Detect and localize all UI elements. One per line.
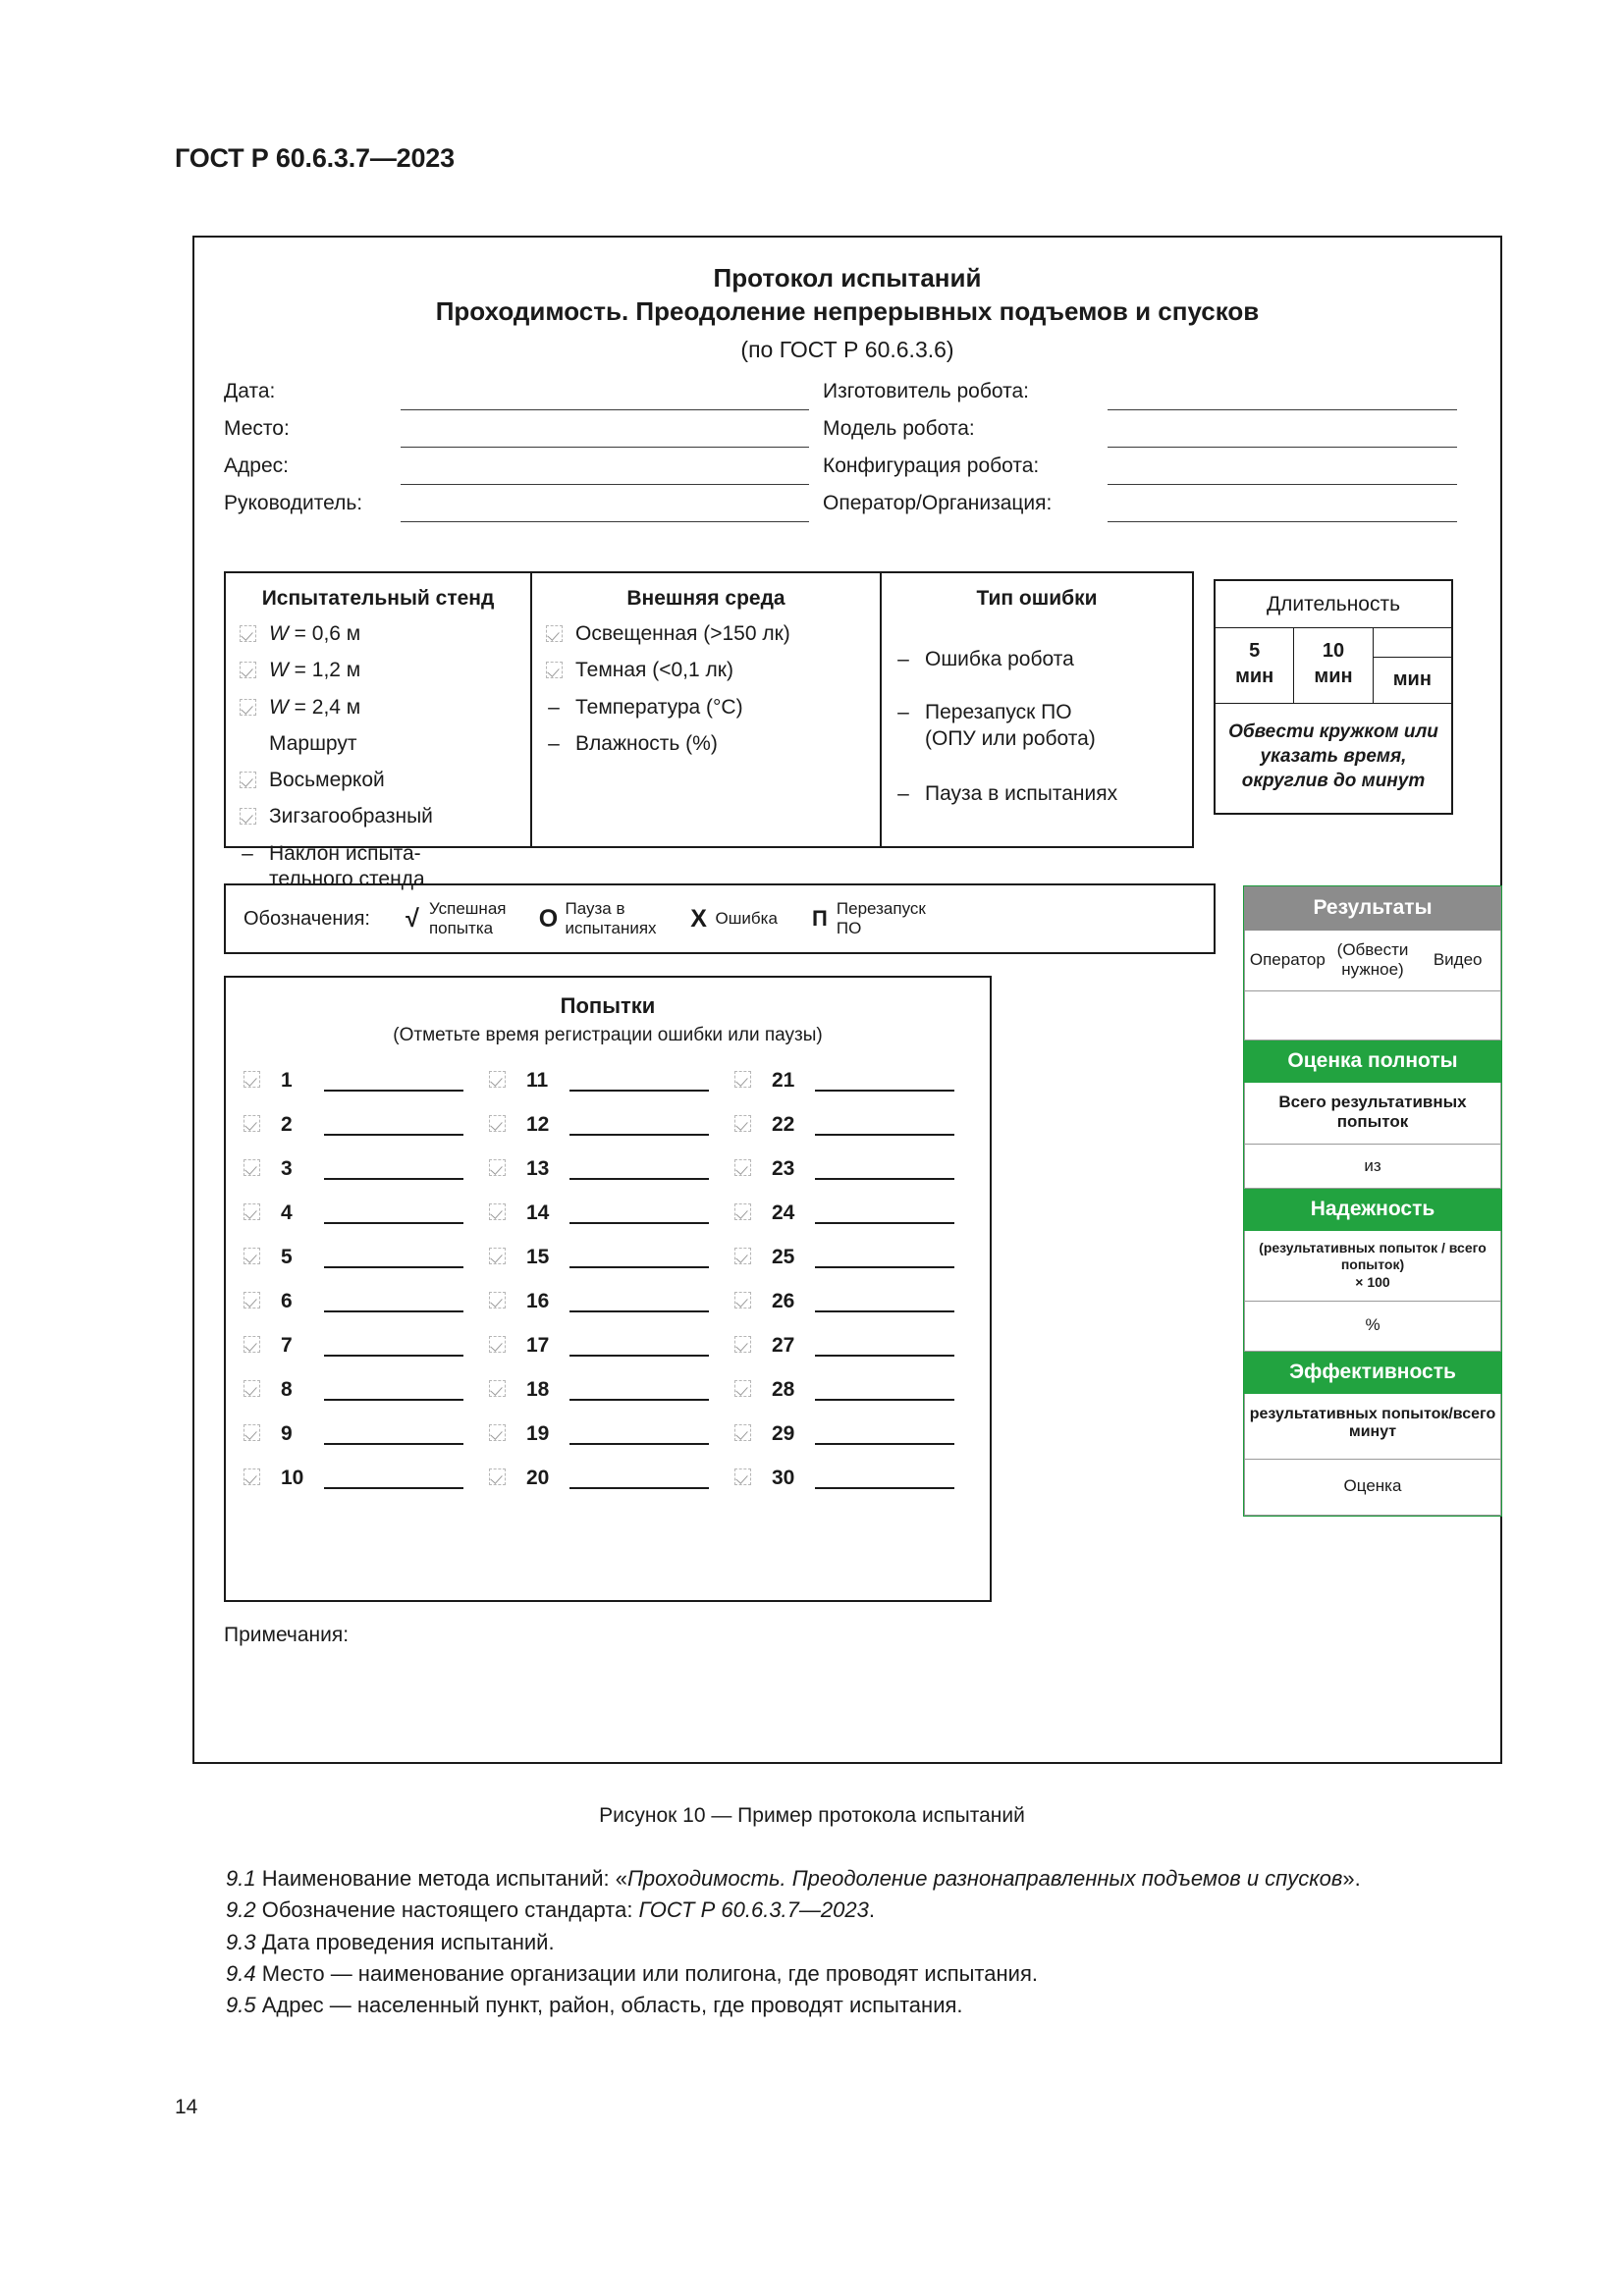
attempt-time-input[interactable] (324, 1334, 463, 1357)
results-column-operator: Оператор (1249, 950, 1326, 970)
attempts-subtitle: (Отметьте время регистрации ошибки или паузы) (393, 1025, 823, 1045)
checkbox-icon[interactable] (226, 768, 269, 792)
checkbox-icon[interactable] (485, 1424, 526, 1444)
duration-note: Обвести кружком или указать время, округлив до минут (1228, 721, 1438, 792)
attempt-number: 19 (526, 1421, 550, 1445)
paragraph-number: 9.5 (226, 1993, 262, 2018)
option-env-lit[interactable] (532, 621, 880, 647)
attempt-number: 5 (281, 1245, 293, 1268)
results-panel (1243, 885, 1502, 1517)
attempt-time-input[interactable] (569, 1378, 709, 1401)
attempt-row (731, 1191, 976, 1235)
checkbox-icon[interactable] (731, 1248, 772, 1267)
attempt-row (731, 1147, 976, 1191)
legend-item-pause (531, 899, 656, 938)
dash-icon: – (897, 648, 909, 670)
attempt-time-input[interactable] (324, 1467, 463, 1489)
dash-icon: – (548, 695, 560, 719)
checkbox-icon[interactable] (532, 621, 575, 646)
duration-options-row (1216, 628, 1451, 704)
checkbox-icon[interactable] (485, 1248, 526, 1267)
attempt-row (240, 1367, 485, 1412)
letter-x-icon: X (690, 904, 707, 933)
option-error-pause[interactable] (882, 781, 1192, 807)
reliability-formula: (результативных попыток / всего попыток) × 100 (1244, 1231, 1501, 1303)
attempt-time-input[interactable] (569, 1422, 709, 1445)
attempt-time-input[interactable] (569, 1113, 709, 1136)
paragraph-number: 9.4 (226, 1960, 262, 1986)
attempt-row (485, 1058, 731, 1102)
option-label: Влажность (%) (575, 731, 718, 755)
attempt-time-input[interactable] (569, 1157, 709, 1180)
attempt-number: 1 (281, 1068, 293, 1092)
attempt-number: 22 (772, 1112, 795, 1136)
duration-option-5min[interactable]: 5 мин (1216, 628, 1294, 703)
attempt-time-input[interactable] (815, 1113, 954, 1136)
option-label: Наклон испыта- тельного стенда (269, 841, 425, 890)
attempt-number: 3 (281, 1156, 293, 1180)
attempt-number: 15 (526, 1245, 550, 1268)
attempt-row (731, 1412, 976, 1456)
meta-label-manufacturer: Изготовитель робота: (823, 380, 1029, 402)
attempt-number: 14 (526, 1201, 550, 1224)
attempt-time-input[interactable] (324, 1113, 463, 1136)
checkbox-icon[interactable] (240, 1424, 281, 1444)
efficiency-formula: результативных попыток/всего минут (1244, 1394, 1501, 1460)
attempt-number: 4 (281, 1201, 293, 1224)
attempt-number: 23 (772, 1156, 795, 1180)
legend-item-success (396, 899, 507, 938)
option-label: Освещенная (>150 лк) (575, 622, 790, 645)
results-columns-row (1244, 931, 1501, 991)
attempt-time-input[interactable] (569, 1467, 709, 1489)
option-label: Ошибка робота (925, 648, 1074, 670)
attempt-number: 6 (281, 1289, 293, 1312)
attempt-time-input[interactable] (815, 1467, 954, 1489)
option-label: Пауза в испытаниях (925, 781, 1118, 805)
attempt-time-input[interactable] (569, 1246, 709, 1268)
option-stand-route-heading (226, 731, 530, 757)
attempt-number: 16 (526, 1289, 550, 1312)
body-text (175, 1863, 1471, 2022)
checkbox-icon[interactable] (240, 1336, 281, 1356)
attempt-number: 7 (281, 1333, 293, 1357)
option-stand-w12[interactable] (226, 658, 530, 683)
legend-label: Ошибка (715, 908, 778, 928)
attempts-box (224, 976, 992, 1602)
attempt-number: 10 (281, 1466, 304, 1489)
attempt-time-input[interactable] (815, 1246, 954, 1268)
legend-label: Успешная попытка (428, 898, 507, 937)
attempt-row (731, 1456, 976, 1500)
option-label: W = 2,4 м (269, 695, 361, 719)
checkbox-icon[interactable] (226, 658, 269, 682)
checkbox-icon[interactable] (240, 1159, 281, 1179)
meta-label-date: Дата: (224, 380, 276, 402)
panel-test-stand-title: Испытательный стенд (261, 587, 495, 610)
checkbox-icon[interactable] (226, 621, 269, 646)
attempt-row (240, 1102, 485, 1147)
meta-input-model[interactable] (1108, 413, 1457, 448)
legend-lead-label: Обозначения: (244, 907, 370, 930)
attempt-time-input[interactable] (324, 1201, 463, 1224)
page-number: 14 (175, 2096, 198, 2118)
attempt-number: 29 (772, 1421, 795, 1445)
duration-title: Длительность (1216, 581, 1451, 628)
checkbox-icon[interactable] (485, 1115, 526, 1135)
figure-caption: Рисунок 10 — Пример протокола испытаний (599, 1804, 1025, 1827)
attempt-time-input[interactable] (815, 1422, 954, 1445)
meta-input-configuration[interactable] (1108, 451, 1457, 485)
legend-label: Пауза в испытаниях (565, 898, 657, 937)
attempt-number: 18 (526, 1377, 550, 1401)
attempt-time-input[interactable] (815, 1201, 954, 1224)
attempt-number: 21 (772, 1068, 795, 1092)
checkbox-icon[interactable] (731, 1071, 772, 1091)
letter-o-icon: O (538, 904, 559, 933)
meta-input-place[interactable] (401, 413, 809, 448)
attempt-row (485, 1191, 731, 1235)
attempt-time-input[interactable] (324, 1157, 463, 1180)
option-label: Маршрут (269, 731, 357, 755)
paragraph-number: 9.3 (226, 1929, 262, 1954)
checkbox-icon[interactable] (485, 1292, 526, 1311)
protocol-title-line-1: Протокол испытаний (713, 263, 982, 293)
attempt-number: 26 (772, 1289, 795, 1312)
attempt-number: 8 (281, 1377, 293, 1401)
attempt-row (485, 1102, 731, 1147)
attempt-row (240, 1279, 485, 1323)
attempts-grid (226, 1058, 990, 1500)
attempt-time-input[interactable] (324, 1069, 463, 1092)
duration-option-custom[interactable]: мин (1374, 628, 1451, 703)
meta-label-supervisor: Руководитель: (224, 492, 363, 514)
attempt-row (240, 1412, 485, 1456)
checkbox-icon[interactable] (731, 1292, 772, 1311)
attempt-number: 2 (281, 1112, 293, 1136)
legend-item-restart (803, 899, 926, 938)
results-column-video: Видео (1433, 950, 1483, 970)
protocol-form (192, 236, 1502, 1764)
option-label: Зигзагообразный (269, 805, 433, 828)
attempt-time-input[interactable] (815, 1290, 954, 1312)
attempt-time-input[interactable] (324, 1290, 463, 1312)
notes-label: Примечания: (224, 1624, 350, 1646)
meta-input-date[interactable] (401, 376, 809, 410)
attempt-number: 9 (281, 1421, 293, 1445)
option-label: Перезапуск ПО (ОПУ или робота) (925, 701, 1096, 750)
body-paragraph: 9.1 Наименование метода испытаний: «Проходимость. Преодоление разнонаправленных подъемов и спусков». (226, 1866, 1361, 1891)
checkbox-icon[interactable] (485, 1468, 526, 1488)
meta-fields (224, 373, 1473, 522)
attempt-time-input[interactable] (324, 1246, 463, 1268)
attempt-time-input[interactable] (815, 1157, 954, 1180)
body-paragraph: 9.5 Адрес — населенный пункт, район, область, где проводят испытания. (226, 1993, 963, 2018)
attempt-time-input[interactable] (569, 1069, 709, 1092)
checkbox-icon[interactable] (240, 1115, 281, 1135)
option-env-dark[interactable] (532, 658, 880, 683)
efficiency-score-label: Оценка (1244, 1460, 1501, 1516)
attempt-row (485, 1367, 731, 1412)
attempt-row (485, 1235, 731, 1279)
checkbox-icon[interactable] (240, 1071, 281, 1091)
legend-label: Перезапуск ПО (836, 898, 926, 937)
checkbox-icon[interactable] (240, 1468, 281, 1488)
panel-error-type (880, 571, 1194, 848)
meta-label-address: Адрес: (224, 454, 289, 477)
attempt-number: 24 (772, 1201, 795, 1224)
attempt-row (240, 1147, 485, 1191)
attempt-number: 20 (526, 1466, 550, 1489)
option-label: W = 1,2 м (269, 659, 361, 682)
meta-input-operator-org[interactable] (1108, 488, 1457, 522)
checkbox-icon[interactable] (485, 1203, 526, 1223)
paragraph-emphasis: ГОСТ Р 60.6.3.7—2023 (638, 1897, 869, 1923)
attempt-time-input[interactable] (324, 1422, 463, 1445)
option-stand-zigzag[interactable] (226, 804, 530, 829)
attempts-title: Попытки (560, 993, 656, 1018)
results-header: Результаты (1244, 886, 1501, 931)
attempt-number: 17 (526, 1333, 550, 1357)
paragraph-number: 9.2 (226, 1897, 262, 1923)
checkbox-icon[interactable] (485, 1380, 526, 1400)
option-stand-w06[interactable] (226, 621, 530, 647)
option-env-humidity[interactable] (532, 731, 880, 757)
option-error-software-restart[interactable] (882, 700, 1192, 752)
attempt-time-input[interactable] (569, 1334, 709, 1357)
results-entry-row[interactable] (1244, 991, 1501, 1041)
panel-environment-title: Внешняя среда (626, 587, 785, 610)
attempt-row (731, 1367, 976, 1412)
checkbox-icon[interactable] (731, 1115, 772, 1135)
option-label: Температура (°C) (575, 695, 743, 719)
attempt-row (731, 1235, 976, 1279)
option-stand-figure-eight[interactable] (226, 768, 530, 793)
check-icon: √ (406, 904, 419, 933)
attempt-number: 13 (526, 1156, 550, 1180)
completeness-label-of: из (1244, 1145, 1501, 1189)
attempt-row (240, 1323, 485, 1367)
paragraph-number: 9.1 (226, 1866, 262, 1891)
option-stand-w24[interactable] (226, 695, 530, 721)
section-header-completeness: Оценка полноты (1244, 1041, 1501, 1083)
attempt-row (485, 1456, 731, 1500)
option-env-temperature[interactable] (532, 695, 880, 721)
checkbox-icon[interactable] (240, 1203, 281, 1223)
meta-label-operator-org: Оператор/Организация: (823, 492, 1053, 514)
checkbox-icon[interactable] (731, 1468, 772, 1488)
checkbox-icon[interactable] (731, 1336, 772, 1356)
dash-icon: – (548, 731, 560, 755)
checkbox-icon[interactable] (240, 1248, 281, 1267)
meta-label-place: Место: (224, 417, 290, 440)
completeness-label-total: Всего результативных попыток (1244, 1083, 1501, 1145)
legend-bar (224, 883, 1216, 954)
dash-icon: – (897, 701, 909, 724)
panel-error-type-title: Тип ошибки (976, 587, 1098, 610)
reliability-percent-label: % (1244, 1302, 1501, 1352)
attempt-row (240, 1058, 485, 1102)
attempt-number: 12 (526, 1112, 550, 1136)
attempt-time-input[interactable] (569, 1201, 709, 1224)
checkbox-icon[interactable] (731, 1203, 772, 1223)
protocol-title-reference: (по ГОСТ Р 60.6.3.6) (740, 336, 954, 362)
meta-input-address[interactable] (401, 451, 809, 485)
section-header-reliability: Надежность (1244, 1189, 1501, 1231)
meta-label-configuration: Конфигурация робота: (823, 454, 1040, 477)
panel-duration-wrapper (1192, 571, 1469, 848)
attempt-row (240, 1456, 485, 1500)
checkbox-icon[interactable] (532, 658, 575, 682)
checkbox-icon[interactable] (240, 1380, 281, 1400)
body-paragraph: 9.4 Место — наименование организации или полигона, где проводят испытания. (226, 1960, 1038, 1986)
checkbox-icon[interactable] (226, 695, 269, 720)
attempt-number: 11 (526, 1068, 549, 1092)
attempt-time-input[interactable] (815, 1334, 954, 1357)
paragraph-emphasis: Проходимость. Преодоление разнонаправленных подъемов и спусков (626, 1866, 1343, 1891)
panel-test-stand (224, 571, 532, 890)
checkbox-icon[interactable] (731, 1380, 772, 1400)
attempt-number: 28 (772, 1377, 795, 1401)
dash-icon: – (897, 781, 909, 805)
attempt-row (731, 1102, 976, 1147)
attempt-row (731, 1323, 976, 1367)
attempt-row (485, 1147, 731, 1191)
attempt-time-input[interactable] (569, 1290, 709, 1312)
attempt-number: 25 (772, 1245, 795, 1268)
letter-p-icon: П (812, 906, 828, 931)
attempt-row (240, 1235, 485, 1279)
attempt-time-input[interactable] (815, 1069, 954, 1092)
option-label: W = 0,6 м (269, 622, 361, 645)
meta-input-supervisor[interactable] (401, 488, 809, 522)
attempt-number: 27 (772, 1333, 795, 1357)
option-panels (224, 571, 1473, 890)
meta-label-model: Модель робота: (823, 417, 975, 440)
panel-duration (1214, 579, 1453, 815)
dash-icon: – (242, 841, 253, 865)
checkbox-icon[interactable] (240, 1292, 281, 1311)
attempt-row (485, 1412, 731, 1456)
panel-environment (530, 571, 882, 848)
body-paragraph: 9.3 Дата проведения испытаний. (226, 1929, 555, 1954)
option-label: Восьмеркой (269, 769, 385, 791)
attempt-time-input[interactable] (815, 1378, 954, 1401)
body-paragraph: 9.2 Обозначение настоящего стандарта: ГОСТ Р 60.6.3.7—2023. (226, 1897, 875, 1923)
checkbox-icon[interactable] (226, 804, 269, 828)
attempt-row (731, 1058, 976, 1102)
attempt-row (485, 1279, 731, 1323)
meta-input-manufacturer[interactable] (1108, 376, 1457, 410)
checkbox-icon[interactable] (485, 1071, 526, 1091)
standard-header: ГОСТ Р 60.6.3.7—2023 (175, 143, 455, 173)
duration-option-10min[interactable]: 10 мин (1294, 628, 1373, 703)
attempt-row (485, 1323, 731, 1367)
checkbox-icon[interactable] (485, 1336, 526, 1356)
protocol-title-block (194, 238, 1500, 363)
protocol-title-line-2: Проходимость. Преодоление непрерывных подъемов и спусков (435, 296, 1260, 327)
option-label: Темная (<0,1 лк) (575, 659, 733, 682)
results-column-circle-needed: (Обвести нужное) (1336, 940, 1409, 980)
section-header-efficiency: Эффективность (1244, 1352, 1501, 1394)
attempt-row (731, 1279, 976, 1323)
attempt-row (240, 1191, 485, 1235)
legend-item-error (682, 905, 778, 934)
checkbox-icon[interactable] (731, 1424, 772, 1444)
attempt-time-input[interactable] (324, 1378, 463, 1401)
checkbox-icon[interactable] (731, 1159, 772, 1179)
checkbox-icon[interactable] (485, 1159, 526, 1179)
option-error-robot[interactable] (882, 647, 1192, 672)
attempt-number: 30 (772, 1466, 795, 1489)
